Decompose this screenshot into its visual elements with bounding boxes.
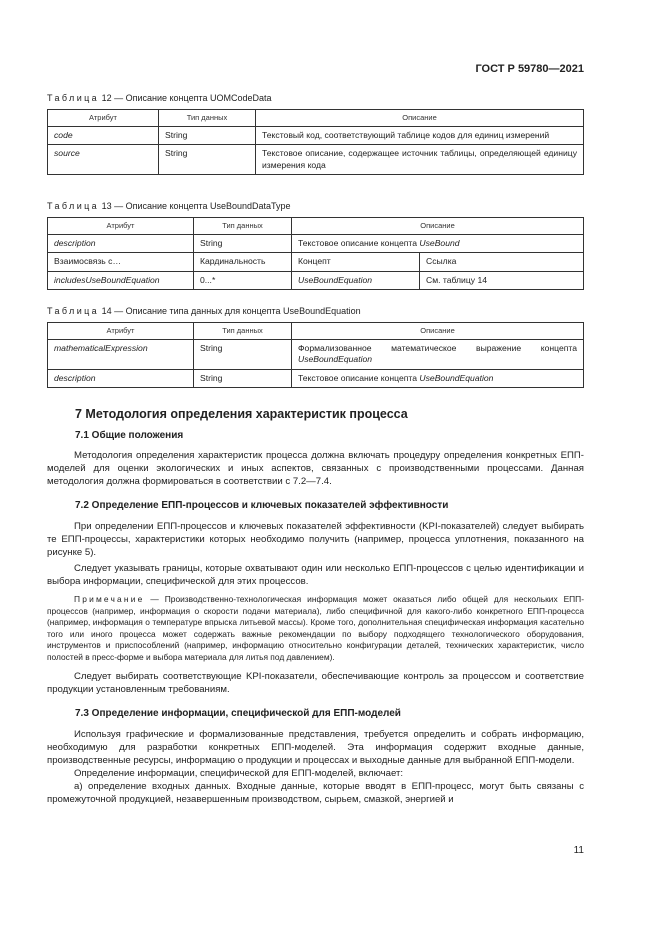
table12 — [47, 109, 584, 175]
note-text: — Производственно-технологическая информация может оказаться либо общей для нескольких ЕПП-процессов (например, информация о скорости подачи материала), либо специфичной для какого-либо конкретного ЕПП-процесса (например, информация о температуре впрыска литьевой массы). Кроме того, дополнительная специфическая информация касательно того или иного процесса может содержать важные рекомендации по выбору подходящего технологического оборудования, инструментов и приспособлений (например, информацию относительно конфигурации деталей, технических характеристик, число полостей в пресс-форме и выбора материала для литья под давлением). — [47, 594, 584, 662]
section-7-3-title: 7.3 Определение информации, специфической для ЕПП-моделей — [75, 708, 401, 719]
cell-attribute: mathematicalExpression — [48, 339, 194, 369]
col-header-description: Описание — [292, 323, 584, 340]
caption-text: 12 — Описание концепта UOMCodeData — [99, 93, 272, 103]
paragraph: Методология определения характеристик процесса должна включать процедуру определения конкретных ЕПП-моделей для оценки экологических и иных аспектов, связанных с производственными процессами. Данная методология должна формироваться в соответствии с 7.2—7.4. — [47, 450, 584, 487]
col-header-type: Тип данных — [194, 323, 292, 340]
caption-text: 13 — Описание концепта UseBoundDataType — [99, 201, 291, 211]
table-header-row — [48, 323, 584, 340]
table-row — [48, 369, 584, 388]
desc-concept: UseBound — [419, 237, 460, 248]
cell-concept: Концепт — [292, 253, 420, 272]
section-7-1-title: 7.1 Общие положения — [75, 430, 184, 441]
caption-text: 14 — Описание типа данных для концепта UseBoundEquation — [99, 306, 361, 316]
table-row — [48, 145, 584, 175]
page-number: 11 — [573, 845, 584, 856]
desc-concept: UseBoundEquation — [419, 372, 494, 383]
table12-caption — [47, 92, 584, 104]
cell-attribute: description — [48, 369, 194, 388]
desc-text: Текстовое описание концепта — [298, 237, 420, 248]
table-row — [48, 126, 584, 145]
cell-description — [292, 369, 584, 388]
col-header-type: Тип данных — [159, 110, 256, 127]
table-row — [48, 234, 584, 253]
caption-prefix: Таблица — [47, 93, 100, 103]
section-7-2-title: 7.2 Определение ЕПП-процессов и ключевых показателей эффективности — [75, 500, 449, 511]
caption-prefix: Таблица — [47, 201, 100, 211]
desc-text: Формализованное математическое выражение концепта — [298, 342, 577, 353]
table14-block — [47, 305, 584, 388]
table14 — [47, 322, 584, 388]
cell-cardinality: Кардинальность — [194, 253, 292, 272]
desc-concept: UseBoundEquation — [298, 354, 373, 364]
table13-block — [47, 200, 584, 290]
standard-number: ГОСТ Р 59780—2021 — [475, 63, 584, 75]
cell-description: Текстовый код, соответствующий таблице кодов для единиц измерений — [256, 126, 584, 145]
paragraph: При определении ЕПП-процессов и ключевых показателей эффективности (KPI-показателей) следует выбирать те ЕПП-процессы, характеристики которых необходимо получить (например, процесса уплотнения, показанного на рисунке 5). — [47, 521, 584, 558]
cell-concept: UseBoundEquation — [292, 271, 420, 290]
section-7 — [47, 407, 584, 806]
cell-type: String — [194, 234, 292, 253]
table-header-row — [48, 110, 584, 127]
cell-relation: Взаимосвязь с… — [48, 253, 194, 272]
cell-type: String — [194, 369, 292, 388]
cell-reference: Ссылка — [420, 253, 584, 272]
note-label: Примечание — [74, 594, 145, 604]
paragraph: Следует указывать границы, которые охватывают один или несколько ЕПП-процессов с целью идентификации и выбора информации, специфической для этих процессов. — [47, 563, 584, 587]
table-row — [48, 253, 584, 272]
cell-attribute: code — [48, 126, 159, 145]
table-row — [48, 271, 584, 290]
cell-type: String — [159, 126, 256, 145]
paragraph: Определение информации, специфической для ЕПП-моделей, включает: — [74, 768, 404, 779]
cell-description — [292, 234, 584, 253]
table13 — [47, 217, 584, 290]
cell-type: String — [194, 339, 292, 369]
col-header-attribute: Атрибут — [48, 110, 159, 127]
section-7-title: 7 Методология определения характеристик процесса — [75, 407, 408, 421]
cell-reference: См. таблицу 14 — [420, 271, 584, 290]
table12-block — [47, 92, 584, 175]
table13-caption — [47, 200, 584, 212]
note-paragraph — [47, 594, 584, 663]
caption-prefix: Таблица — [47, 306, 100, 316]
col-header-description: Описание — [256, 110, 584, 127]
cell-description: Текстовое описание, содержащее источник таблицы, определяющей единицу измерения кода — [256, 145, 584, 175]
paragraph: Используя графические и формализованные представления, требуется определить и собрать информацию, необходимую для разработки конкретных ЕПП-моделей. Эта информация содержит входные данные, производственные ресурсы, информацию о продукции и процессах и выходные данные для выбранной ЕПП-модели. — [47, 729, 584, 766]
cell-attribute: source — [48, 145, 159, 175]
cell-relation: includesUseBoundEquation — [48, 271, 194, 290]
table14-caption — [47, 305, 584, 317]
col-header-attribute: Атрибут — [48, 218, 194, 235]
col-header-description: Описание — [292, 218, 584, 235]
desc-text: Текстовое описание концепта — [298, 372, 420, 383]
cell-type: String — [159, 145, 256, 175]
cell-attribute: description — [48, 234, 194, 253]
paragraph: а) определение входных данных. Входные данные, которые вводят в ЕПП-процесс, могут быть связаны с промежуточной продукцией, незавершенным производством, сырьем, смазкой, энергией и — [47, 781, 584, 805]
cell-cardinality: 0...* — [194, 271, 292, 290]
cell-description — [292, 339, 584, 369]
table-header-row — [48, 218, 584, 235]
col-header-attribute: Атрибут — [48, 323, 194, 340]
col-header-type: Тип данных — [194, 218, 292, 235]
table-row — [48, 339, 584, 369]
paragraph: Следует выбирать соответствующие KPI-показатели, обеспечивающие контроль за процессом и соответствие продукции установленным требованиям. — [47, 671, 584, 695]
